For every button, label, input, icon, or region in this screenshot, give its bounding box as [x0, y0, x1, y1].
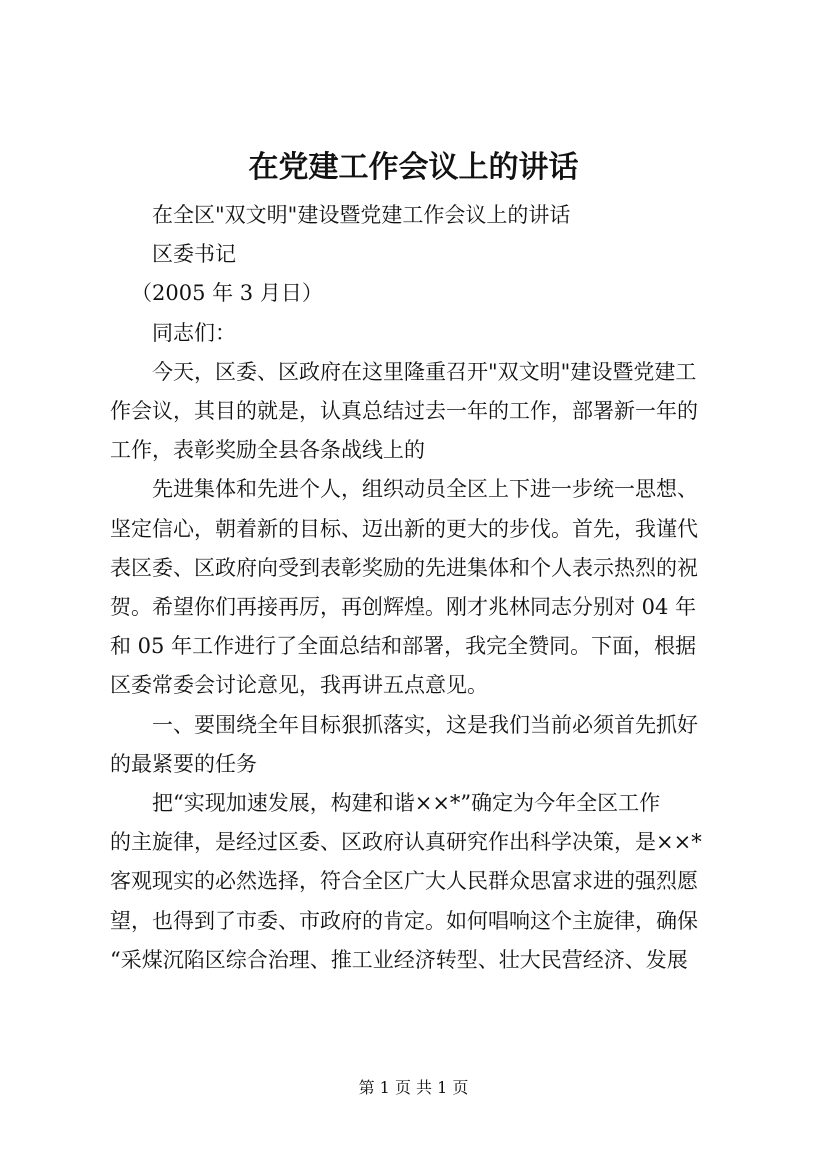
- section-heading: 的最紧要的任务: [110, 751, 257, 776]
- body-line: 工作，表彰奖励全县各条战线上的: [110, 438, 425, 463]
- document-body: [110, 196, 738, 980]
- document-title: 在党建工作会议上的讲话: [248, 150, 579, 185]
- body-line: 贺。希望你们再接再厉，再创辉煌。刚才兆林同志分别对 04 年: [110, 595, 697, 620]
- body-line: “采煤沉陷区综合治理、推工业经济转型、壮大民营经济、发展: [110, 947, 688, 972]
- salutation-line: 同志们：: [152, 320, 236, 345]
- date-line: （2005 年 3 月日）: [131, 281, 323, 306]
- body-line: 作会议，其目的就是，认真总结过去一年的工作，部署新一年的: [110, 399, 698, 424]
- section-heading: 一、要围绕全年目标狠抓落实，这是我们当前必须首先抓好: [152, 712, 698, 737]
- body-line: 客观现实的必然选择，符合全区广大人民群众思富求进的强烈愿: [110, 869, 698, 894]
- body-line: 表区委、区政府向受到表彰奖励的先进集体和个人表示热烈的祝: [110, 555, 698, 580]
- body-line: 望，也得到了市委、市政府的肯定。如何唱响这个主旋律，确保: [110, 908, 698, 933]
- subtitle-line: 在全区"双文明"建设暨党建工作会议上的讲话: [152, 203, 571, 227]
- page-footer: 第 1 页 共 1 页: [358, 1078, 469, 1097]
- body-line: 和 05 年工作进行了全面总结和部署，我完全赞同。下面，根据: [110, 634, 697, 659]
- body-line: 区委常委会讨论意见，我再讲五点意见。: [110, 673, 488, 698]
- body-line: 的主旋律，是经过区委、区政府认真研究作出科学决策，是××*: [110, 830, 702, 855]
- body-line: 先进集体和先进个人，组织动员全区上下进一步统一思想、: [152, 477, 698, 502]
- body-line: 今天，区委、区政府在这里隆重召开"双文明"建设暨党建工: [152, 359, 697, 384]
- speaker-line: 区委书记: [152, 242, 236, 267]
- body-line: 坚定信心，朝着新的目标、迈出新的更大的步伐。首先，我谨代: [110, 516, 698, 541]
- body-line: 把“实现加速发展，构建和谐××*”确定为今年全区工作: [152, 791, 661, 816]
